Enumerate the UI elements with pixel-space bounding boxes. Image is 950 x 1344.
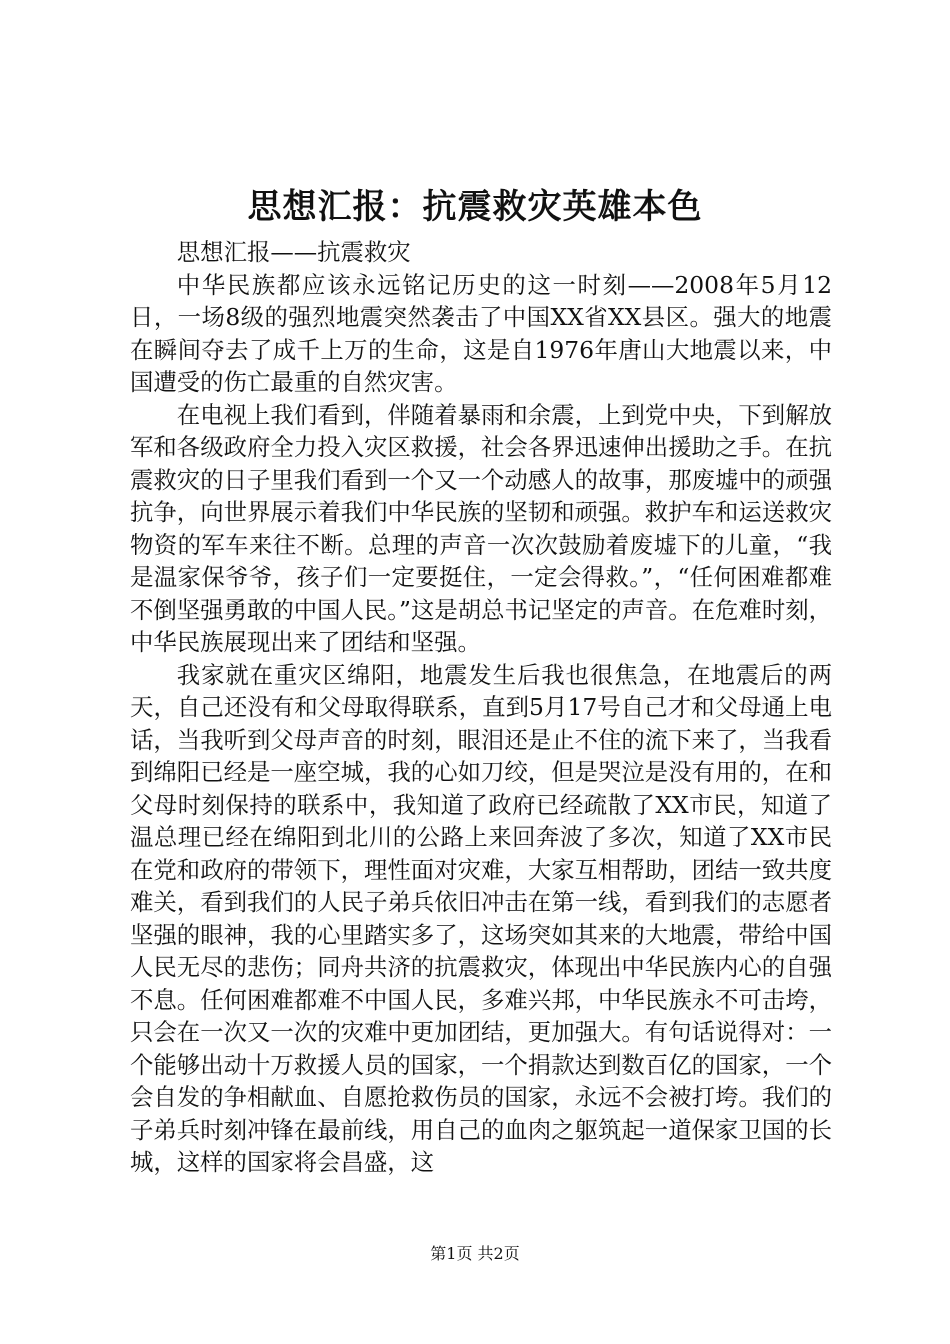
paragraph: 在电视上我们看到，伴随着暴雨和余震，上到党中央，下到解放军和各级政府全力投入灾区救援，社会各界迅速伸出援助之手。在抗震救灾的日子里我们看到一个又一个动感人的故事，那废墟中的顽强抗争，向世界展示着我们中华民族的坚韧和顽强。救护车和运送救灾物资的军车来往不断。总理的声音一次次鼓励着废墟下的儿童，“我是温家保爷爷，孩子们一定要挺住，一定会得救。”，“任何困难都难不倒坚强勇敢的中国人民。”这是胡总书记坚定的声音。在危难时刻，中华民族展现出来了团结和坚强。 [130, 400, 832, 656]
paragraph-subtitle: 思想汇报——抗震救灾 [176, 238, 411, 266]
paragraph: 我家就在重灾区绵阳，地震发生后我也很焦急，在地震后的两天，自己还没有和父母取得联系，直到5月17号自己才和父母通上电话，当我听到父母声音的时刻，眼泪还是止不住的流下来了，当我看到绵阳已经是一座空城，我的心如刀绞，但是哭泣是没有用的，在和父母时刻保持的联系中，我知道了政府已经疏散了XX市民，知道了温总理已经在绵阳到北川的公路上来回奔波了多次，知道了XX市民在党和政府的带领下，理性面对灾难，大家互相帮助，团结一致共度难关，看到我们的人民子弟兵依旧冲击在第一线，看到我们的志愿者坚强的眼神，我的心里踏实多了，这场突如其来的大地震，带给中国人民无尽的悲伤；同舟共济的抗震救灾，体现出中华民族内心的自强不息。任何困难都难不中国人民，多难兴邦，中华民族永不可击垮，只会在一次又一次的灾难中更加团结，更加强大。有句话说得对：一个能够出动十万救援人员的国家，一个捐款达到数百亿的国家，一个会自发的争相献血、自愿抢救伤员的国家，永远不会被打垮。我们的子弟兵时刻冲锋在最前线，用自己的血肉之躯筑起一道保家卫国的长城，这样的国家将会昌盛，这 [130, 660, 832, 1176]
page-number-footer: 第1页 共2页 [430, 1244, 520, 1263]
document-title: 思想汇报：抗震救灾英雄本色 [247, 187, 703, 227]
document-body [130, 236, 832, 1179]
paragraph: 中华民族都应该永远铭记历史的这一时刻——2008年5月12日，一场8级的强烈地震突然袭击了中国XX省XX县区。强大的地震在瞬间夺去了成千上万的生命，这是自1976年唐山大地震以来，中国遭受的伤亡最重的自然灾害。 [130, 270, 832, 396]
